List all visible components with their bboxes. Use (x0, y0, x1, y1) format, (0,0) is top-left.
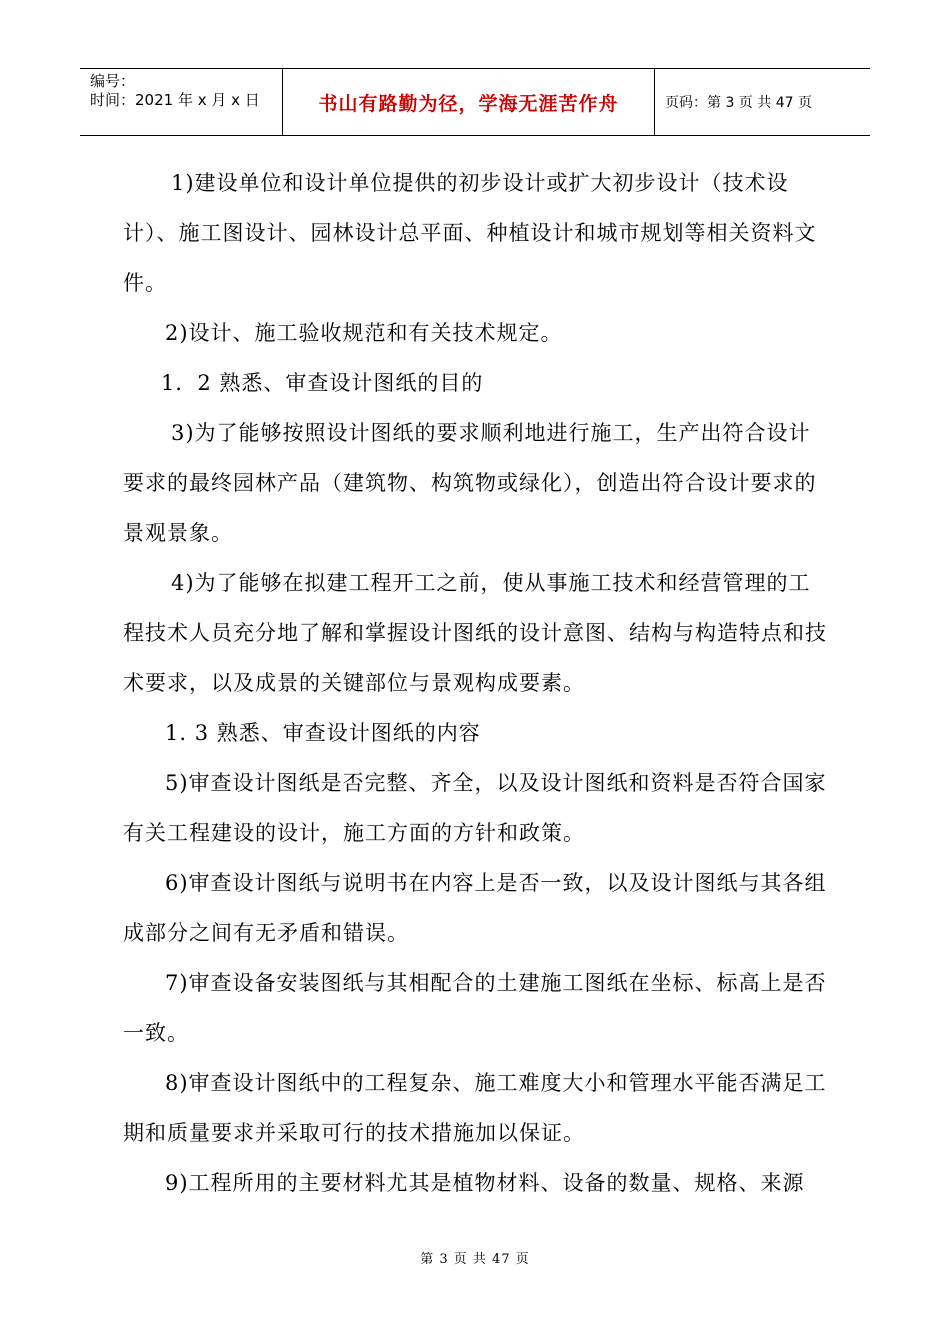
paragraph-1: 1)建设单位和设计单位提供的初步设计或扩大初步设计（技术设计）、施工图设计、园林设计总平面、种植设计和城市规划等相关资料文件。 (123, 171, 817, 295)
paragraph-6: 6)审查设计图纸与说明书在内容上是否一致，以及设计图纸与其各组成部分之间有无矛盾和错误。 (123, 871, 827, 945)
section-heading-1-3: 1. 3 熟悉、审查设计图纸的内容 (165, 721, 481, 745)
paragraph-3: 3)为了能够按照设计图纸的要求顺利地进行施工，生产出符合设计要求的最终园林产品（建筑物、构筑物或绿化），创造出符合设计要求的景观景象。 (123, 421, 817, 545)
document-header (80, 68, 870, 136)
paragraph-2: 2)设计、施工验收规范和有关技术规定。 (165, 321, 563, 345)
paragraph-5: 5)审查设计图纸是否完整、齐全，以及设计图纸和资料是否符合国家有关工程建设的设计，施工方面的方针和政策。 (123, 771, 827, 845)
paragraph-9: 9)工程所用的主要材料尤其是植物材料、设备的数量、规格、来源 (165, 1171, 805, 1195)
section-heading-1-2: 1．2 熟悉、审查设计图纸的目的 (161, 371, 484, 395)
header-motto: 书山有路勤为径，学海无涯苦作舟 (283, 69, 655, 135)
header-number-label: 编号： (90, 72, 136, 90)
page-footer: 第 3 页 共 47 页 (420, 1252, 530, 1267)
header-meta (80, 69, 283, 135)
header-page-info: 页码：第 3 页 共 47 页 (665, 95, 812, 111)
paragraph-4: 4)为了能够在拟建工程开工之前，使从事施工技术和经营管理的工程技术人员充分地了解和掌握设计图纸的设计意图、结构与构造特点和技术要求，以及成景的关键部位与景观构成要素。 (123, 571, 827, 695)
paragraph-7: 7)审查设备安装图纸与其相配合的土建施工图纸在坐标、标高上是否一致。 (123, 971, 827, 1045)
paragraph-8: 8)审查设计图纸中的工程复杂、施工难度大小和管理水平能否满足工期和质量要求并采取可行的技术措施加以保证。 (123, 1071, 827, 1145)
header-date-label: 时间：2021 年 x 月 x 日 (90, 91, 260, 109)
